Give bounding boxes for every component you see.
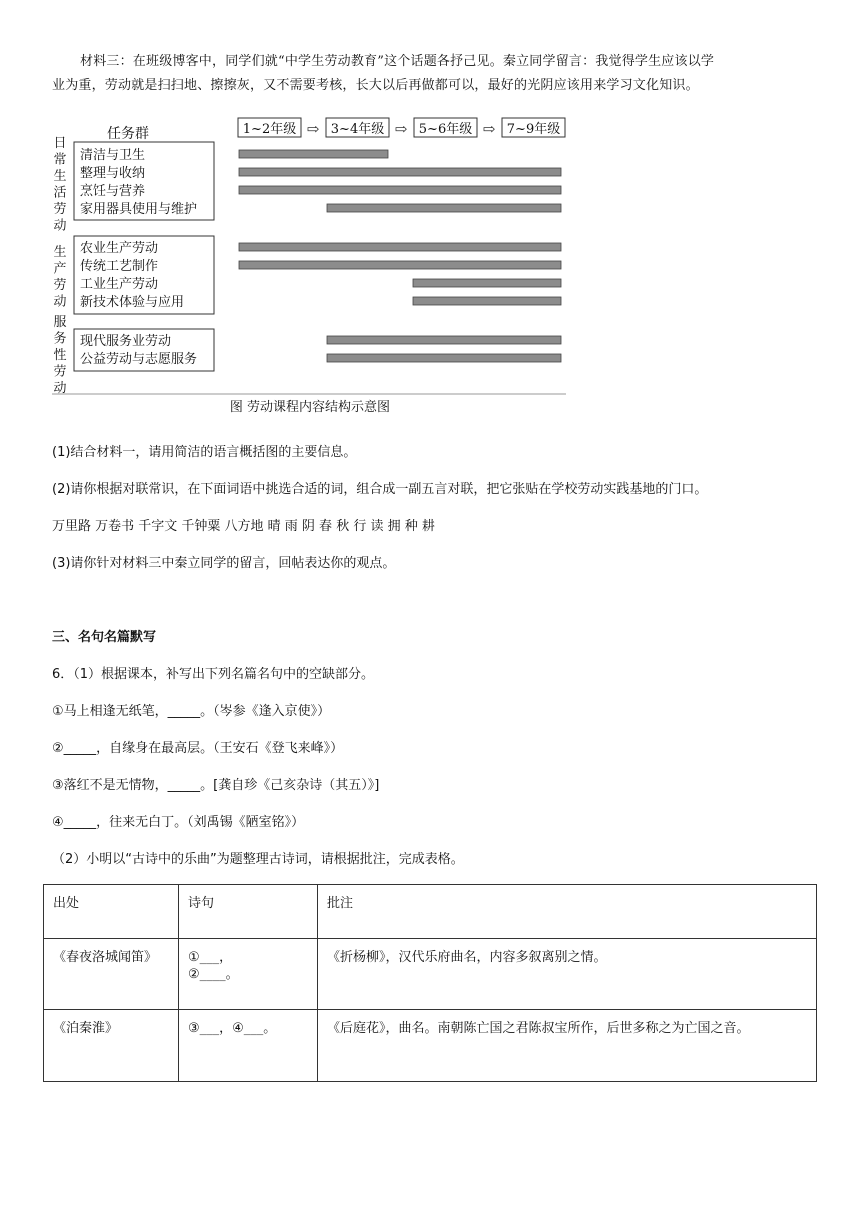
grade-label: 5~6年级 <box>418 122 473 137</box>
question-2: (2)请你根据对联常识，在下面词语中挑选合适的词，组合成一副五言对联，把它张贴在学校劳动实践基地的门口。 <box>52 482 708 497</box>
category-label-char: 日 <box>53 136 67 151</box>
grade-row <box>238 118 565 138</box>
question-3: (3)请你针对材料三中秦立同学的留言，回帖表达你的观点。 <box>52 556 396 571</box>
header-source: 出处 <box>44 885 179 939</box>
question-6-intro: 6．（1）根据课本，补写出下列名篇名句中的空缺部分。 <box>52 667 375 682</box>
fill-item-4: ④_____，往来无白丁。（刘禹锡《陋室铭》） <box>52 815 305 830</box>
arrow-right-icon: ⇨ <box>306 120 320 138</box>
task-group-header: 任务群 <box>107 126 149 142</box>
grade-span-bar <box>239 186 561 194</box>
task-name: 传统工艺制作 <box>80 259 159 274</box>
material-three-line-1: 材料三：在班级博客中，同学们就“中学生劳动教育”这个话题各抒己见。秦立同学留言：我觉得学生应该以学 <box>80 54 715 69</box>
task-group <box>53 236 561 314</box>
category-label-char: 动 <box>53 381 67 396</box>
task-groups <box>53 136 561 396</box>
row-note: 《后庭花》，曲名。南朝陈亡国之君陈叔宝所作，后世多称之为亡国之音。 <box>318 1010 817 1082</box>
grade-label: 1~2年级 <box>242 122 297 137</box>
row-source: 《泊秦淮》 <box>44 1010 179 1082</box>
category-label-char: 活 <box>53 185 67 201</box>
table-row <box>44 1010 817 1082</box>
grade-span-bar <box>239 243 561 251</box>
word-bank: 万里路 万卷书 千字文 千钟粟 八方地 晴 雨 阴 春 秋 行 读 拥 种 耕 <box>52 519 435 534</box>
grade-span-bar <box>239 261 561 269</box>
header-verse: 诗句 <box>179 885 318 939</box>
grade-label: 7~9年级 <box>506 122 561 137</box>
task-name: 新技术体验与应用 <box>80 295 185 310</box>
task-name: 现代服务业劳动 <box>80 334 172 349</box>
category-label-char: 生 <box>53 245 67 260</box>
grade-span-bar <box>239 168 561 176</box>
fill-item-3: ③落红不是无情物，_____。[龚自珍《己亥杂诗（其五）》] <box>52 778 380 793</box>
grade-span-bar <box>327 354 561 362</box>
grade-span-bar <box>327 204 561 212</box>
question-1: (1)结合材料一，请用简洁的语言概括图的主要信息。 <box>52 445 357 460</box>
part-2-intro: （2）小明以“古诗中的乐曲”为题整理古诗词，请根据批注，完成表格。 <box>52 852 464 867</box>
diagram-canvas <box>52 112 568 422</box>
grade-span-bar <box>413 297 561 305</box>
labor-curriculum-diagram <box>52 112 568 422</box>
grade-span-bar <box>239 150 388 158</box>
fill-item-2: ②_____，自缘身在最高层。（王安石《登飞来峰》） <box>52 741 344 756</box>
row-source: 《春夜洛城闻笛》 <box>44 939 179 1010</box>
task-group <box>53 136 561 234</box>
grade-span-bar <box>327 336 561 344</box>
category-label-char: 产 <box>53 261 67 277</box>
task-name: 整理与收纳 <box>80 166 146 181</box>
category-label-char: 动 <box>53 218 67 234</box>
category-label-char: 动 <box>53 294 67 310</box>
material-three-paragraph <box>52 50 808 98</box>
header-note: 批注 <box>318 885 817 939</box>
verse-blank-a: ①___， <box>188 950 233 965</box>
task-name: 家用器具使用与维护 <box>80 202 198 217</box>
task-group <box>53 315 561 396</box>
fill-item-1: ①马上相逢无纸笔，_____。（岑参《逢入京使》） <box>52 704 331 719</box>
row-note: 《折杨柳》，汉代乐府曲名，内容多叙离别之情。 <box>318 939 817 1010</box>
category-label-char: 劳 <box>53 278 67 293</box>
row-verse <box>179 1010 318 1082</box>
arrow-right-icon: ⇨ <box>394 120 408 138</box>
category-label-char: 常 <box>53 152 67 168</box>
verse-blank-b: ②____。 <box>188 967 239 982</box>
material-three-line-2: 业为重，劳动就是扫扫地、擦擦灰，又不需要考核，长大以后再做都可以，最好的光阴应该用来学习文化知识。 <box>52 78 699 93</box>
row-verse <box>179 939 318 1010</box>
category-label-char: 性 <box>53 348 67 363</box>
task-name: 工业生产劳动 <box>80 277 159 292</box>
category-label-char: 劳 <box>53 202 67 217</box>
category-label-char: 劳 <box>53 364 67 380</box>
section-heading: 三、名句名篇默写 <box>52 630 157 645</box>
table-row <box>44 939 817 1010</box>
table-header-row <box>44 885 817 939</box>
task-name: 清洁与卫生 <box>80 148 146 163</box>
diagram-caption: 图 劳动课程内容结构示意图 <box>229 400 391 415</box>
poem-music-table <box>43 884 817 1082</box>
category-label-char: 生 <box>53 169 67 184</box>
grade-label: 3~4年级 <box>330 122 385 137</box>
arrow-right-icon: ⇨ <box>482 120 496 138</box>
task-name: 烹饪与营养 <box>80 184 146 199</box>
grade-span-bar <box>413 279 561 287</box>
task-name: 农业生产劳动 <box>80 241 159 256</box>
category-label-char: 务 <box>53 331 67 347</box>
task-name: 公益劳动与志愿服务 <box>80 352 198 367</box>
verse-blank-a: ③___，④___。 <box>188 1021 277 1036</box>
category-label-char: 服 <box>53 315 67 330</box>
